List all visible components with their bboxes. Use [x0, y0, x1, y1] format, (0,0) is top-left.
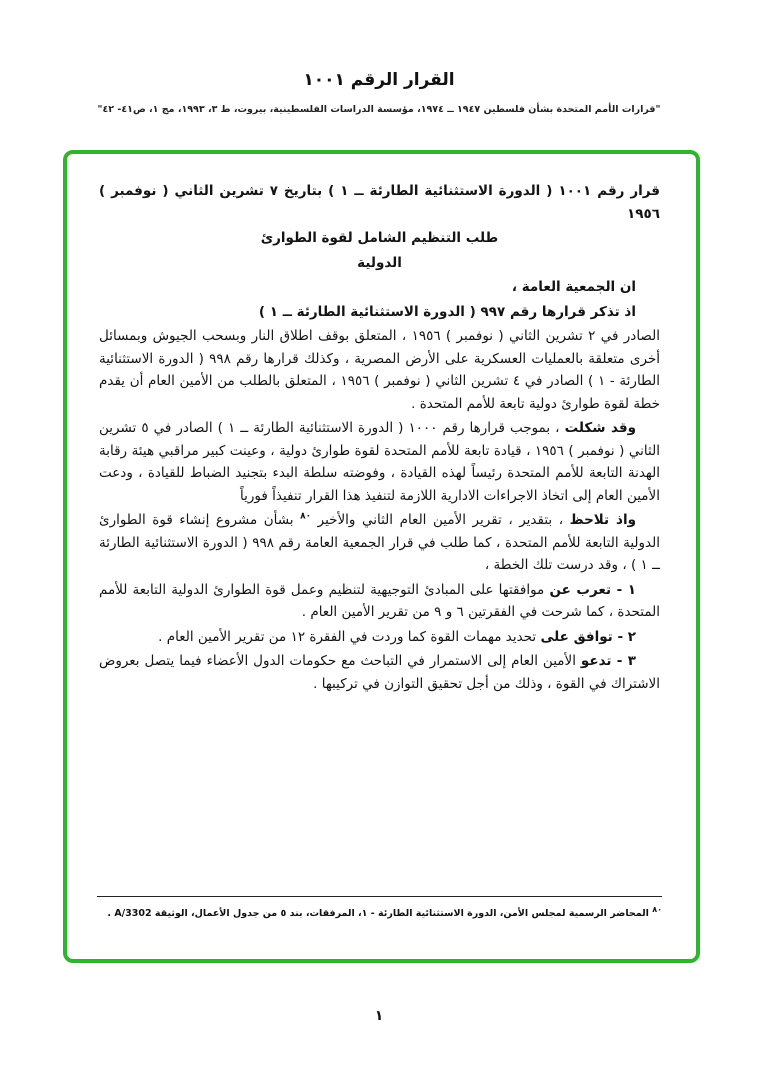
- preamble-line: ان الجمعية العامة ،: [511, 279, 636, 295]
- document-title: القرار الرقم ١٠٠١: [303, 70, 455, 90]
- footnote-text: المحاضر الرسمية لمجلس الأمن، الدورة الاستثنائية الطارئة - ١، المرفقات، بند ٥ من جدول الأعمال، الوثيقة A/3302 .: [107, 908, 653, 919]
- paragraph-item-2: [99, 626, 660, 649]
- resolution-heading: قرار رقم ١٠٠١ ( الدورة الاستثنائية الطارئة ــ ١ ) بتاريخ ٧ تشرين الثاني ( نوفمبر ) ١٩٥٦: [99, 183, 660, 222]
- paragraph-operative-events: [99, 325, 660, 415]
- paragraph-text: الأمين العام إلى الاستمرار في التباحث مع حكومات الدول الأعضاء فيما يتصل بعروض الاشتراك في القوة ، وذلك من أجل تحقيق التوازن في تركيبها .: [99, 653, 660, 692]
- paragraph-text: ، بموجب قرارها رقم ١٠٠٠ ( الدورة الاستثنائية الطارئة ــ ١ ) الصادر في ٥ تشرين الثاني ( نوفمبر ) ١٩٥٦ ، قيادة تابعة للأمم المتحدة لقوة طوارئ دولية ، وعينت كبير مراقبي هيئة رقابة الهدنة التابعة للأمم المتحدة رئيساً لهذه القيادة ، وفوضته سلطة البدء بتجنيد الضباط للقيادة ، ودعت الأمين العام إلى اتخاذ الاجراءات الادارية اللازمة لتنفيذ هذا القرار تنفيذاً فورياً: [99, 420, 660, 504]
- page-number: ١: [374, 1008, 384, 1024]
- subject-line-2: الدولية: [357, 254, 402, 271]
- paragraph-text: تحديد مهمات القوة كما وردت في الفقرة ١٢ من تقرير الأمين العام .: [158, 628, 541, 645]
- paragraph-text: موافقتها على المبادئ التوجيهية لتنظيم وعمل قوة الطوارئ الدولية التابعة للأمم المتحدة ، كما شرحت في الفقرتين ٦ و ٩ من تقرير الأمين العام .: [99, 581, 660, 620]
- paragraph-lead: وقد شكلت: [564, 420, 636, 436]
- paragraph-text: الصادر في ٢ تشرين الثاني ( نوفمبر ) ١٩٥٦ ، المتعلق بوقف اطلاق النار وبسحب الجيوش وبمسائل أخرى متعلقة بالعمليات العسكرية على الأرض المصرية ، وكذلك قرارها رقم ٩٩٨ ( الدورة الاستثنائية الطارئة - ١ ) الصادر في ٤ تشرين الثاني ( نوفمبر ) ١٩٥٦ ، المتعلق بالطلب من الأمين العام أن يقدم خطة لقوة طوارئ دولية تابعة للأمم المتحدة .: [99, 328, 661, 412]
- footnote-marker: ٨٠: [652, 904, 662, 914]
- paragraph-lead: واذ تلاحظ: [569, 512, 637, 528]
- paragraph-noting: [99, 509, 660, 577]
- footnote-reference: ٨٠: [300, 511, 312, 522]
- paragraph-lead: ٣ - تدعو: [580, 653, 636, 669]
- paragraph-text: بشأن مشروع إنشاء قوة الطوارئ الدولية التابعة للأمم المتحدة ، كما طلب في قرار الجمعية العامة رقم ٩٩٨ ( الدورة الاستثنائية الطارئة ــ ١ ) ، وقد درست تلك الخطة ،: [99, 512, 660, 573]
- recall-line: اذ تذكر قرارها رقم ٩٩٧ ( الدورة الاستثنائية الطارئة ــ ١ ): [258, 303, 636, 320]
- subject-line-1: طلب التنظيم الشامل لقوة الطوارئ: [260, 230, 499, 246]
- paragraph-item-1: [99, 579, 660, 624]
- footnote: [97, 896, 662, 921]
- paragraph-item-3: [99, 650, 660, 695]
- source-citation: "قرارات الأمم المتحدة بشأن فلسطين ١٩٤٧ ــ ١٩٧٤، مؤسسة الدراسات الفلسطينية، بيروت، ط ٣، ١٩٩٣، مج ١، ص٤١- ٤٢": [97, 104, 661, 115]
- paragraph-lead: ٢ - توافق على: [540, 628, 636, 645]
- paragraph-lead: ١ - تعرب عن: [549, 581, 637, 598]
- annotation-frame: [63, 150, 700, 963]
- resolution-body: [99, 180, 660, 697]
- paragraph-text: ، بتقدير ، تقرير الأمين العام الثاني والأخير: [311, 512, 570, 528]
- paragraph-formed: [99, 417, 660, 507]
